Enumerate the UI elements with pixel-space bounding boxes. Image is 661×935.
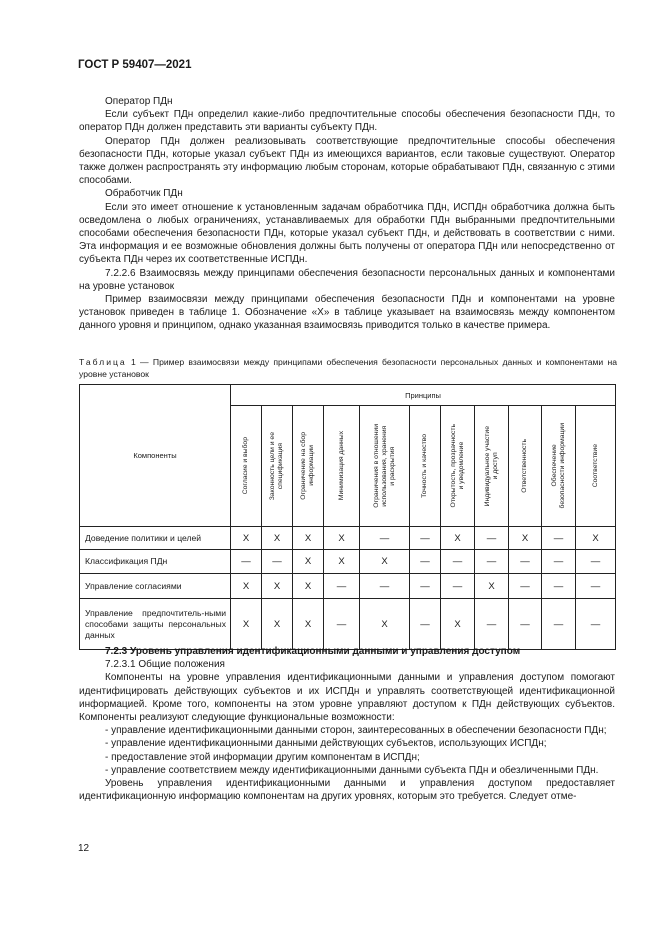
col-header: Ограничение на сбор информации — [293, 406, 324, 527]
clause-7-2-3-1: 7.2.3.1 Общие положения — [105, 659, 225, 671]
table-row — [80, 527, 616, 550]
table-cell: — — [542, 550, 576, 574]
table-row — [80, 550, 616, 574]
table-cell: — — [576, 574, 616, 599]
table-cell: — — [542, 599, 576, 650]
table-caption — [79, 356, 617, 380]
col-header: Индивидуальное участие и доступ — [475, 406, 509, 527]
level-paragraph: Уровень управления идентификационными данными и управления доступом предоставляет идентификационную информацию компонентам на других уровнях, которым это требуется. Следует отме- — [79, 778, 615, 803]
table-cell: — — [475, 599, 509, 650]
table-cell: — — [509, 550, 542, 574]
document-header: ГОСТ Р 59407—2021 — [78, 59, 192, 71]
table-cell: — — [324, 599, 360, 650]
col-header: Открытость, прозрачность и уведомление — [441, 406, 475, 527]
table-cell: — — [542, 527, 576, 550]
table-cell: X — [262, 599, 293, 650]
table-row — [80, 574, 616, 599]
table-cell: — — [360, 527, 410, 550]
table-cell: X — [262, 574, 293, 599]
table-cell: — — [576, 550, 616, 574]
col-header: Минимизация данных — [324, 406, 360, 527]
table-cell: X — [231, 527, 262, 550]
table-cell: X — [509, 527, 542, 550]
table-cell: — — [509, 574, 542, 599]
row-name: Управление согласиями — [80, 574, 231, 599]
list-item: - управление соответствием между идентификационными данными субъекта ПДн и обезличенными ПДн. — [105, 764, 599, 776]
table-cell: — — [410, 599, 441, 650]
operator-paragraph-1: Если субъект ПДн определил какие-либо предпочтительные способы обеспечения безопасности ПДн, то оператор ПДн должен представить эти варианты субъекту ПДн. — [79, 109, 615, 134]
table-caption-text: 1 — Пример взаимосвязи между принципами обеспечения безопасности персональных данных и компонентами на уровне установок — [79, 357, 618, 379]
table-cell: — — [509, 599, 542, 650]
table-cell: X — [231, 574, 262, 599]
table-cell: X — [293, 599, 324, 650]
page-number: 12 — [78, 843, 90, 854]
table-cell: — — [542, 574, 576, 599]
table-cell: X — [360, 599, 410, 650]
top-text-block — [79, 95, 615, 333]
col-header: Согласие и выбор — [231, 406, 262, 527]
clause-7-2-2-6: 7.2.2.6 Взаимосвязь между принципами обеспечения безопасности персональных данных и компонентами на уровне установок — [79, 267, 615, 292]
table-cell: X — [262, 527, 293, 550]
table-cell: — — [324, 574, 360, 599]
list-item: - предоставление этой информации другим компонентам в ИСПДн; — [105, 751, 420, 763]
row-name: Управление предпочтитель-ными способами защиты персональных данных — [80, 599, 231, 650]
col-header: Точность и качество — [410, 406, 441, 527]
table-cell: — — [475, 550, 509, 574]
table-cell: — — [576, 599, 616, 650]
table-cell: — — [475, 527, 509, 550]
heading-7-2-3: 7.2.3 Уровень управления идентификационными данными и управления доступом — [105, 646, 521, 657]
example-paragraph: Пример взаимосвязи между принципами обеспечения безопасности ПДн и компонентами на уровне установок приведен в таблице 1. Обозначение «X» в таблице указывает на взаимосвязь между компонентом данного уровня и принципом, однако указанная взаимосвязь приводится только в качестве примера. — [79, 294, 615, 332]
list-item: - управление идентификационными данными сторон, заинтересованных в обеспечении безопасности ПДн; — [105, 725, 607, 737]
table-cell: X — [441, 527, 475, 550]
table-cell: X — [231, 599, 262, 650]
row-name: Классификация ПДн — [80, 550, 231, 574]
components-header: Компоненты — [80, 385, 231, 527]
table-cell: — — [410, 527, 441, 550]
table-cell: X — [324, 550, 360, 574]
processor-paragraph: Если это имеет отношение к установленным задачам обработчика ПДн, ИСПДн обработчика должна быть осведомлена о любых ограничениях, устанавливаемых для обработки ПДн выбранными предпочтительными способами обеспечения безопасности ПДн, которые указал субъект ПДн, и действовать в соответствии с ними. Эта информация и ее возможные обновления должны быть получены от оператора ПДн или непосредственно от субъекта ПДн через их соответственные ИСПДн. — [79, 201, 615, 266]
bottom-text-block — [79, 645, 615, 803]
col-header: Ответственность — [509, 406, 542, 527]
operator-paragraph-2: Оператор ПДн должен реализовывать соответствующие предпочтительные способы обеспечения безопасности ПДн, которые указал субъект ПДн из имеющихся вариантов, если таковые существуют. Оператор также должен распространять эту информацию любым сторонам, которые обрабатывают ПДн, связанную с этими способами. — [79, 135, 615, 187]
col-header: Ограничения в отношении использования, хранения и раскрытия — [360, 406, 410, 527]
col-header: Законность цели и ее спецификация — [262, 406, 293, 527]
table-cell: — — [410, 574, 441, 599]
list-item: - управление идентификационными данными действующих субъектов, использующих ИСПДн; — [105, 738, 547, 750]
table-cell: — — [441, 574, 475, 599]
processor-heading: Обработчик ПДн — [105, 188, 183, 200]
operator-heading: Оператор ПДн — [105, 96, 173, 107]
table-cell: X — [324, 527, 360, 550]
components-paragraph: Компоненты на уровне управления идентификационными данными и управления доступом помогают идентифицировать действующих субъектов и их ИСПДн и управлять соответствующей идентификационной информацией. Кроме того, компоненты на этом уровне управляют доступом к ПДн действующих субъектов. Компоненты реализуют следующие функциональные возможности: — [79, 672, 615, 724]
table-row — [80, 599, 616, 650]
table-cell: X — [293, 527, 324, 550]
table-cell: X — [475, 574, 509, 599]
table-cell: — — [262, 550, 293, 574]
table-cell: X — [441, 599, 475, 650]
row-name: Доведение политики и целей — [80, 527, 231, 550]
table-cell: X — [360, 550, 410, 574]
table-cell: X — [576, 527, 616, 550]
table-cell: — — [410, 550, 441, 574]
principles-header: Принципы — [231, 385, 616, 406]
table-cell: — — [360, 574, 410, 599]
table-cell: — — [441, 550, 475, 574]
col-header: Обеспечение безопасности информации — [542, 406, 576, 527]
table-cell: — — [231, 550, 262, 574]
col-header: Соответствие — [576, 406, 616, 527]
table-cell: X — [293, 574, 324, 599]
principles-table — [79, 384, 616, 650]
table-caption-word: Таблица — [79, 357, 127, 367]
table-cell: X — [293, 550, 324, 574]
